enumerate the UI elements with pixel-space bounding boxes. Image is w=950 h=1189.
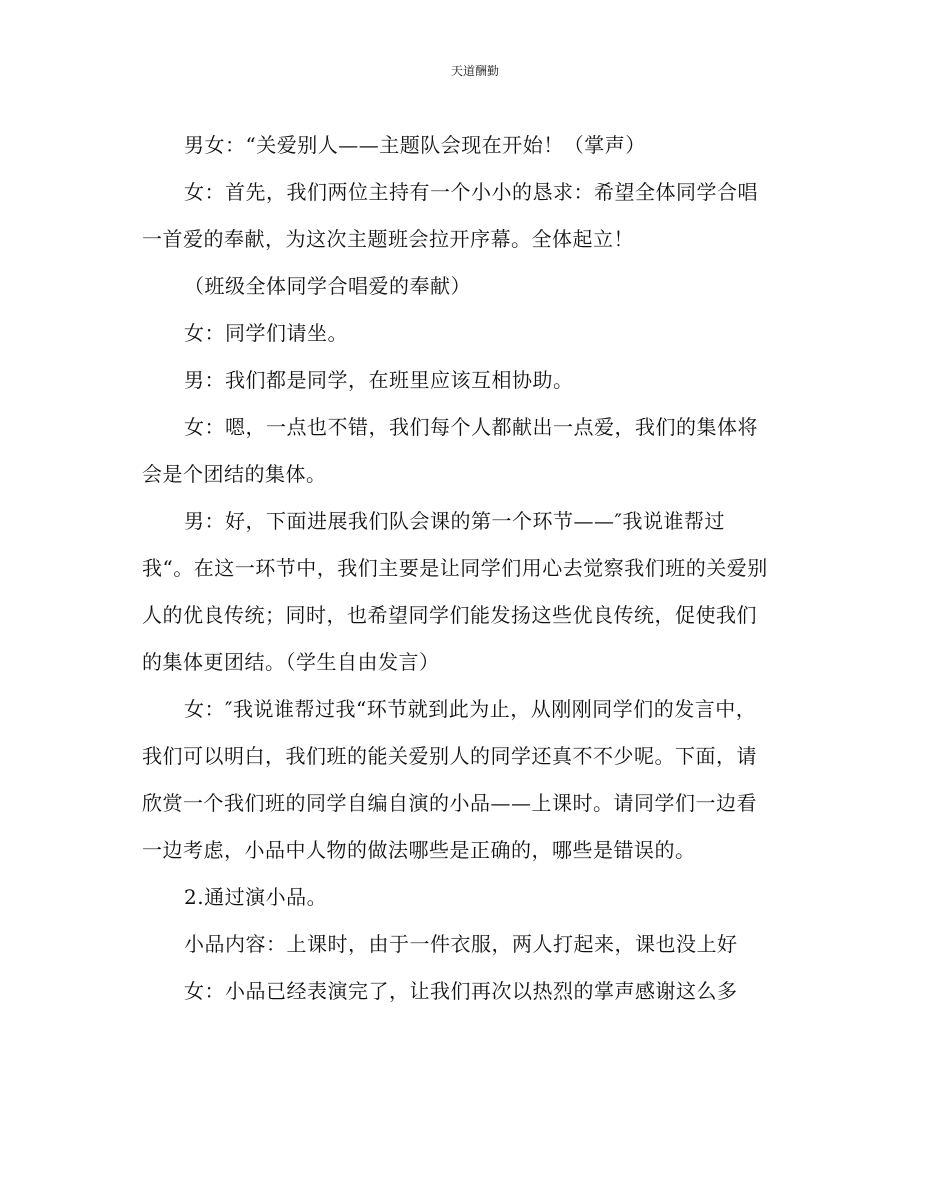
paragraph-line: 女：嗯，一点也不错，我们每个人都献出一点爱，我们的集体将	[184, 415, 758, 439]
page-header: 天道酬勤	[450, 64, 499, 78]
paragraph-line: 小品内容：上课时，由于一件衣服，两人打起来，课也没上好	[184, 932, 738, 956]
paragraph-line: 欣赏一个我们班的同学自编自演的小品——上课时。请同学们一边看	[142, 791, 757, 815]
paragraph-line: 男女：“关爱别人——主题队会现在开始！（掌声）	[184, 133, 646, 157]
paragraph-line: 男：好，下面进展我们队会课的第一个环节——″我说谁帮过	[184, 509, 725, 533]
paragraph-line: 人的优良传统；同时，也希望同学们能发扬这些优良传统，促使我们	[142, 603, 757, 627]
paragraph-line: 2.通过演小品。	[184, 885, 328, 909]
paragraph-line: 的集体更团结。（学生自由发言）	[142, 650, 440, 674]
paragraph-line: 会是个团结的集体。	[142, 462, 327, 486]
paragraph-line: 一首爱的奉献，为这次主题班会拉开序幕。全体起立！	[142, 227, 634, 251]
paragraph-line: 我“。在这一环节中，我们主要是让同学们用心去觉察我们班的关爱别	[142, 556, 768, 580]
paragraph-line: 女：小品已经表演完了，让我们再次以热烈的掌声感谢这么多	[184, 979, 738, 1003]
paragraph-line: 一边考虑，小品中人物的做法哪些是正确的，哪些是错误的。	[142, 838, 696, 862]
document-body	[142, 125, 802, 1018]
paragraph-line: 男：我们都是同学，在班里应该互相协助。	[184, 368, 574, 392]
paragraph-line: （班级全体同学合唱爱的奉献）	[184, 274, 471, 298]
paragraph-line: 我们可以明白，我们班的能关爱别人的同学还真不不少呢。下面，请	[142, 744, 757, 768]
paragraph-line: 女：首先，我们两位主持有一个小小的恳求：希望全体同学合唱	[184, 180, 758, 204]
paragraph-line: 女：″我说谁帮过我“环节就到此为止，从刚刚同学们的发言中，	[184, 697, 757, 721]
paragraph-line: 女：同学们请坐。	[184, 321, 348, 345]
